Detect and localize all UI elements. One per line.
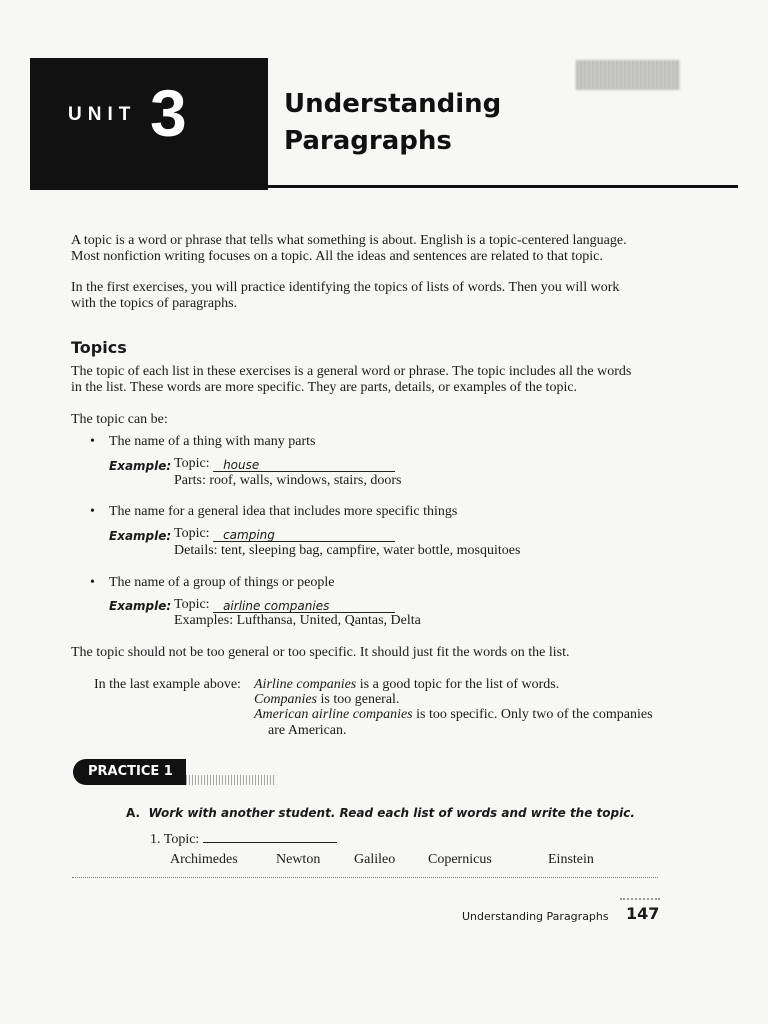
- answer-blank: airline companies: [213, 599, 395, 613]
- question-label: 1. Topic:: [150, 832, 200, 847]
- text-line: Most nonfiction writing focuses on a topic. All the ideas and sentences are related to that topic.: [71, 249, 603, 264]
- text-run: is too general.: [317, 692, 400, 707]
- unit-banner: [30, 58, 268, 190]
- bullet-symbol: •: [90, 575, 95, 590]
- word-item: Archimedes: [170, 852, 238, 867]
- title-rule: [268, 185, 738, 188]
- practice-badge-fade: [186, 775, 276, 785]
- question-1: [150, 830, 337, 848]
- topic-label: Topic:: [174, 526, 210, 541]
- italic-term: Companies: [254, 692, 317, 707]
- example-label: Example:: [109, 459, 172, 473]
- example-detail: Details: tent, sleeping bag, campfire, water bottle, mosquitoes: [174, 543, 521, 558]
- example-label: Example:: [109, 599, 172, 613]
- word-item: Galileo: [354, 852, 396, 867]
- italic-term: American airline companies: [254, 707, 413, 722]
- page-title: [284, 86, 501, 160]
- instruction-letter: A.: [126, 806, 141, 820]
- answer-blank: camping: [213, 528, 395, 542]
- last-example-intro: In the last example above:: [94, 677, 241, 692]
- last-example-line-3: [254, 707, 653, 723]
- bullet-text: The name for a general idea that includes more specific things: [109, 504, 458, 519]
- bullet-symbol: •: [90, 434, 95, 449]
- text-line: In the first exercises, you will practice identifying the topics of lists of words. Then you will work: [71, 280, 620, 295]
- last-example-line-1: [254, 677, 559, 693]
- title-line-2: Paragraphs: [284, 126, 452, 156]
- word-item: Einstein: [548, 852, 594, 867]
- practice-badge: PRACTICE 1: [73, 759, 186, 785]
- topic-answer-field[interactable]: [203, 830, 337, 843]
- last-example-line-4: are American.: [268, 723, 347, 738]
- page-number: 147: [626, 904, 660, 923]
- text-run: is too specific. Only two of the companies: [412, 707, 653, 722]
- footer-rule: [72, 877, 658, 878]
- topics-paragraph: [71, 364, 631, 396]
- text-line: A topic is a word or phrase that tells what something is about. English is a topic-centered language.: [71, 233, 627, 248]
- example-topic: [174, 456, 395, 472]
- intro-paragraph-2: [71, 280, 619, 312]
- text-run: is a good topic for the list of words.: [356, 677, 560, 692]
- word-item: Copernicus: [428, 852, 492, 867]
- last-example-line-2: [254, 692, 399, 708]
- word-item: Newton: [276, 852, 321, 867]
- scan-smudge: [576, 60, 680, 90]
- italic-term: Airline companies: [254, 677, 357, 692]
- text-line: with the topics of paragraphs.: [71, 296, 238, 311]
- unit-number: 3: [150, 76, 187, 150]
- example-label: Example:: [109, 529, 172, 543]
- example-topic: [174, 597, 395, 613]
- bullet-text: The name of a group of things or people: [109, 575, 335, 590]
- running-title: Understanding Paragraphs: [462, 910, 609, 923]
- text-line: The topic of each list in these exercises is a general word or phrase. The topic includes all the words: [71, 364, 632, 379]
- title-line-1: Understanding: [284, 89, 502, 119]
- instruction-text: Work with another student. Read each list of words and write the topic.: [148, 806, 635, 820]
- intro-paragraph-1: [71, 233, 627, 265]
- topic-label: Topic:: [174, 597, 210, 612]
- example-topic: [174, 526, 395, 542]
- should-not-text: The topic should not be too general or too specific. It should just fit the words on the list.: [71, 645, 570, 660]
- example-detail: Examples: Lufthansa, United, Qantas, Delta: [174, 613, 421, 628]
- example-detail: Parts: roof, walls, windows, stairs, doors: [174, 473, 402, 488]
- topic-can-be: The topic can be:: [71, 412, 168, 427]
- practice-instruction: [126, 806, 635, 820]
- topic-label: Topic:: [174, 456, 210, 471]
- unit-label: UNIT: [68, 104, 137, 125]
- answer-blank: house: [213, 458, 395, 472]
- bullet-text: The name of a thing with many parts: [109, 434, 316, 449]
- text-line: in the list. These words are more specific. They are parts, details, or examples of the topic.: [71, 380, 578, 395]
- topics-heading: Topics: [71, 338, 127, 357]
- bullet-symbol: •: [90, 504, 95, 519]
